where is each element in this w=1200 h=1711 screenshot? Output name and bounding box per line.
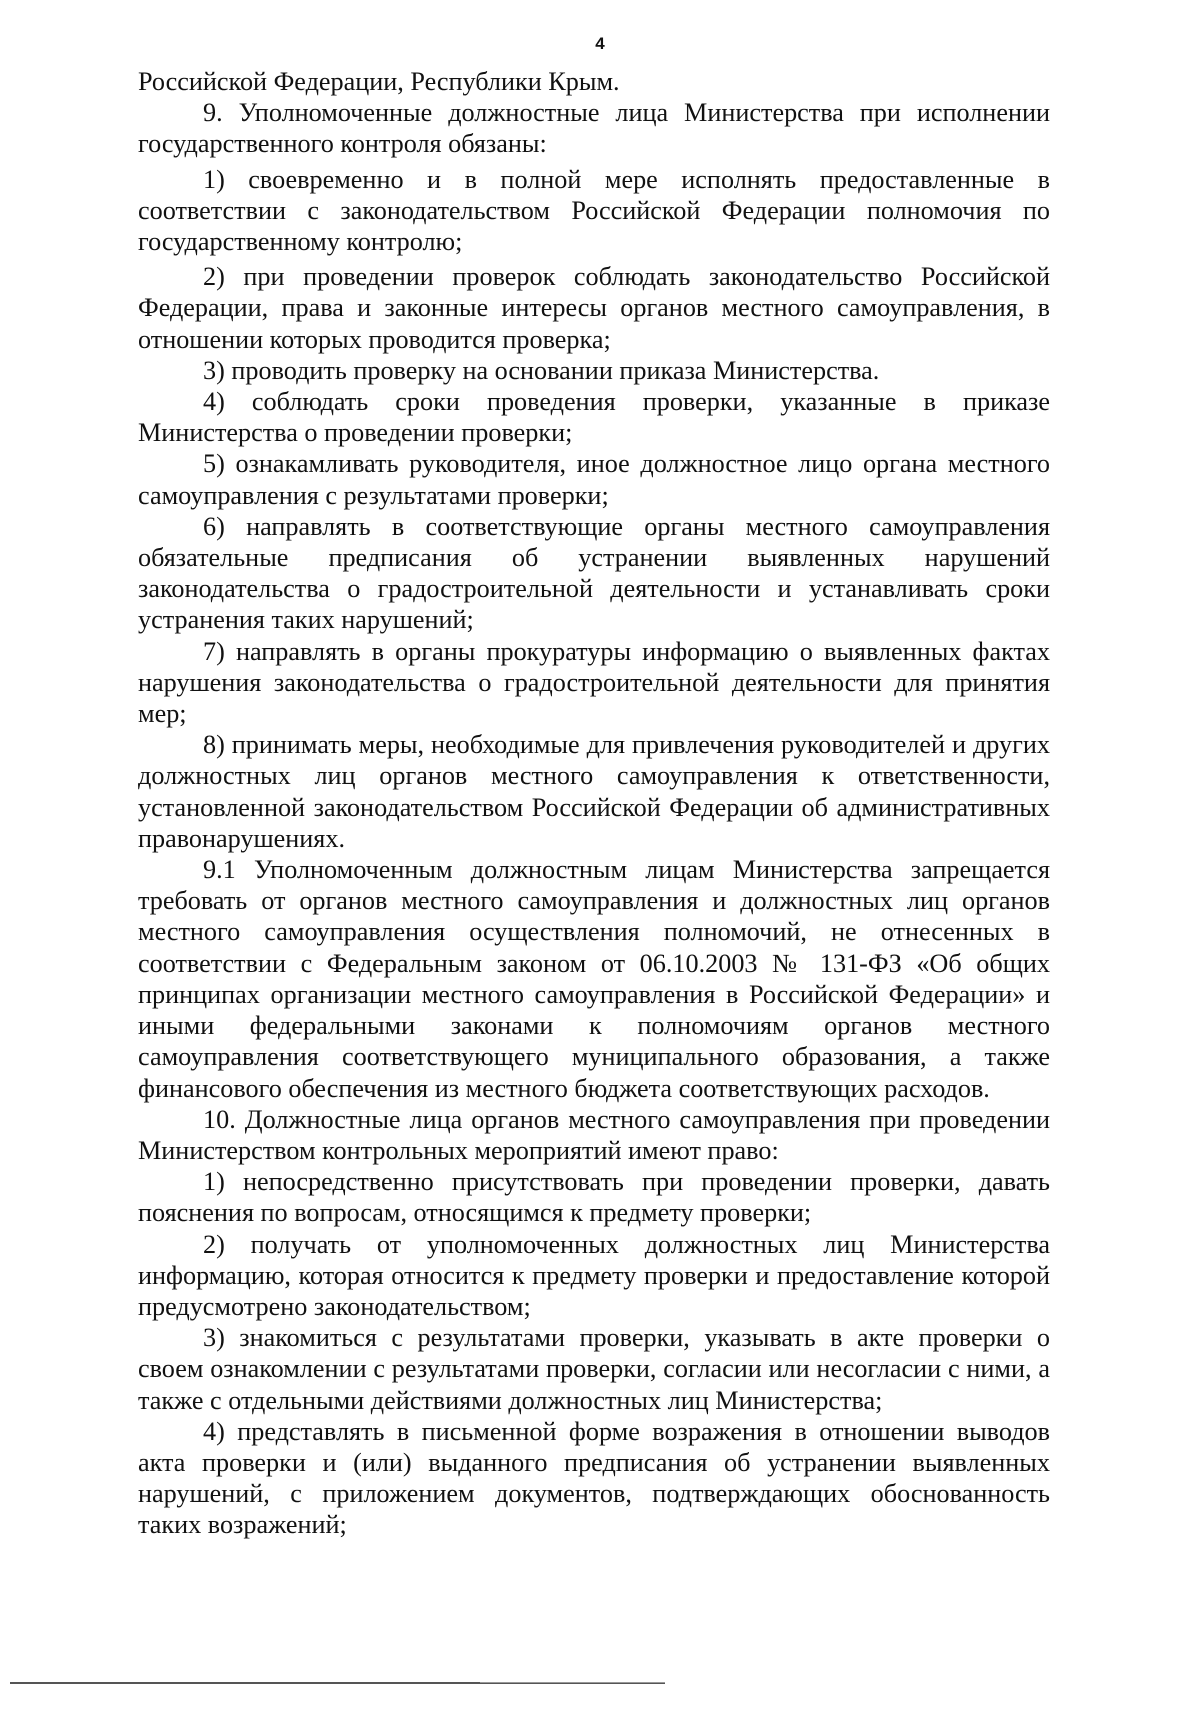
scan-bottom-rule-tail xyxy=(480,1682,665,1683)
paragraph-9-item-1: 1) своевременно и в полной мере исполнять предоставленные в соответствии с законодательством Российской Федерации полномочия по государственному контролю; xyxy=(138,164,1050,257)
paragraph-9-item-8: 8) принимать меры, необходимые для привлечения руководителей и других должностных лиц органов местного самоуправления к ответственности, установленной законодательством Российской Федерации об административных правонарушениях. xyxy=(138,730,1050,853)
paragraph-9: 9. Уполномоченные должностные лица Министерства при исполнении государственного контроля обязаны: xyxy=(138,98,1050,159)
paragraph-10-item-2: 2) получать от уполномоченных должностных лиц Министерства информацию, которая относится к предмету проверки и предоставление которой предусмотрено законодательством; xyxy=(138,1229,1050,1321)
paragraph-10-item-4: 4) представлять в письменной форме возражения в отношении выводов акта проверки и (или) выданного предписания об устранении выявленных нарушений, с приложением документов, подтверждающих обоснованность таких возражений; xyxy=(138,1416,1050,1540)
paragraph-10-item-1: 1) непосредственно присутствовать при проведении проверки, давать пояснения по вопросам, относящимся к предмету проверки; xyxy=(138,1167,1050,1228)
paragraph-9-item-3: 3) проводить проверку на основании приказа Министерства. xyxy=(203,355,880,385)
paragraph-10: 10. Должностные лица органов местного самоуправления при проведении Министерством контрольных мероприятий имеют право: xyxy=(138,1104,1050,1165)
paragraph-9-item-6: 6) направлять в соответствующие органы местного самоуправления обязательные предписания об устранении выявленных нарушений законодательства о градостроительной деятельности и устанавливать сроки устранения таких нарушений; xyxy=(138,511,1050,635)
paragraph-9-item-2: 2) при проведении проверок соблюдать законодательство Российской Федерации, права и законные интересы органов местного самоуправления, в отношении которых проводится проверка; xyxy=(138,262,1050,354)
paragraph-9-item-5: 5) ознакамливать руководителя, иное должностное лицо органа местного самоуправления с результатами проверки; xyxy=(138,449,1050,510)
paragraph-9-1-prohibition: 9.1 Уполномоченным должностным лицам Министерства запрещается требовать от органов местного самоуправления и должностных лиц органов местного самоуправления осуществления полномочий, не отнесенных в соответствии с Федеральным законом от 06.10.2003 № 131-ФЗ «Об общих принципах организации местного самоуправления в Российской Федерации» и иными федеральными законами к полномочиям органов местного самоуправления соответствующего муниципального образования, а также финансового обеспечения из местного бюджета соответствующих расходов. xyxy=(138,855,1050,1103)
paragraph-10-item-3: 3) знакомиться с результатами проверки, указывать в акте проверки о своем ознакомлении с результатами проверки, согласии или несогласии с ними, а также с отдельными действиями должностных лиц Министерства; xyxy=(138,1323,1050,1415)
paragraph-9-item-4: 4) соблюдать сроки проведения проверки, указанные в приказе Министерства о проведении проверки; xyxy=(138,387,1050,448)
page-number: 4 xyxy=(595,34,605,53)
paragraph-continuation: Российской Федерации, Республики Крым. xyxy=(138,67,620,96)
document-body xyxy=(138,66,1050,1541)
paragraph-9-item-7: 7) направлять в органы прокуратуры информацию о выявленных фактах нарушения законодательства о градостроительной деятельности для принятия мер; xyxy=(138,636,1050,729)
